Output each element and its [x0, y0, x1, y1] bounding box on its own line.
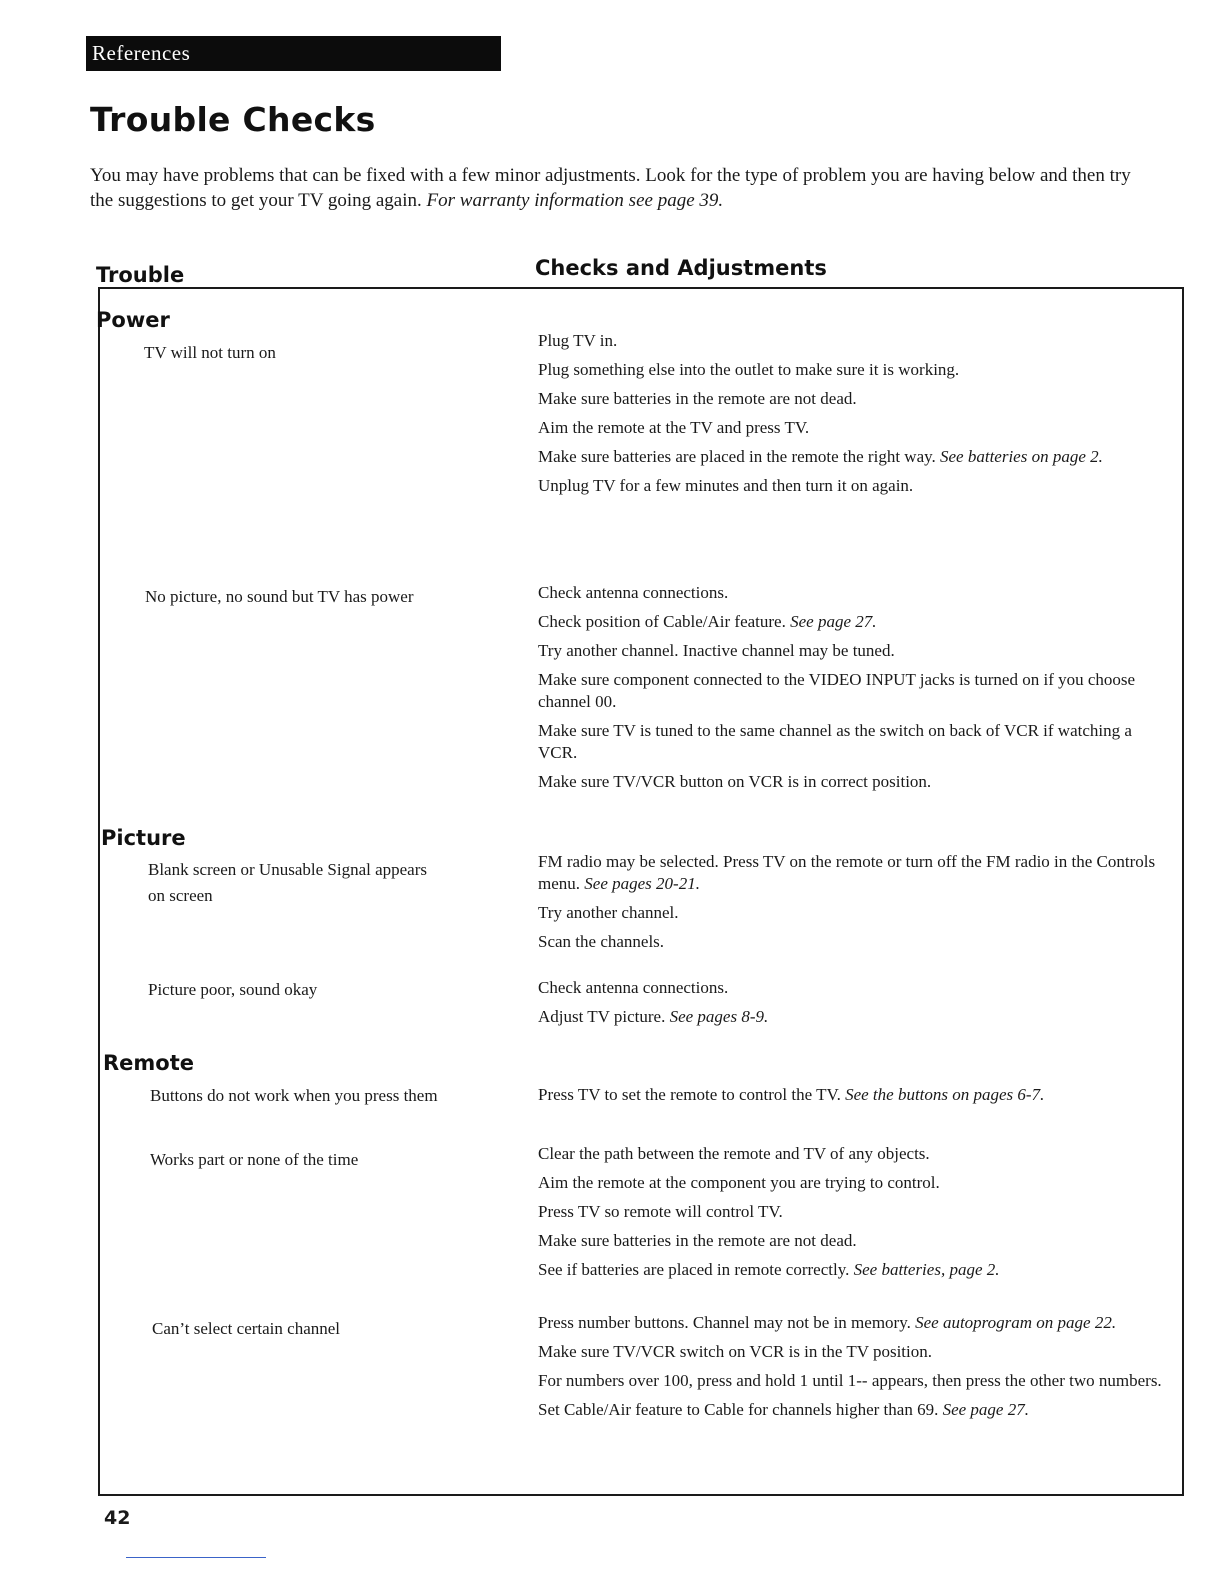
check-item: Press number buttons. Channel may not be in memory. See autoprogram on page 22.	[538, 1313, 1117, 1332]
page-title: Trouble Checks	[90, 100, 376, 139]
page-reference: See page 27.	[790, 612, 877, 631]
section-label-bar: References	[86, 36, 501, 71]
trouble-column-header: Trouble	[96, 263, 185, 287]
page-reference: See pages 8-9.	[669, 1007, 769, 1026]
check-item: Aim the remote at the component you are trying to control.	[538, 1173, 940, 1192]
check-item: Try another channel. Inactive channel may be tuned.	[538, 641, 895, 660]
page-reference: See page 27.	[942, 1400, 1029, 1419]
page-reference: See pages 20-21.	[584, 874, 700, 893]
page-reference: See autoprogram on page 22.	[915, 1313, 1117, 1332]
checks-column-header: Checks and Adjustments	[535, 256, 827, 280]
check-item: Try another channel.	[538, 903, 679, 922]
check-item: Check antenna connections.	[538, 978, 729, 997]
trouble-cant-select-channel: Can’t select certain channel	[152, 1319, 341, 1338]
check-item: Make sure batteries in the remote are not dead.	[538, 389, 857, 408]
check-item: Make sure TV is tuned to the same channel as the switch on back of VCR if watching a VCR.	[538, 721, 1132, 762]
intro-warranty-note: For warranty information see page 39.	[426, 190, 724, 211]
check-item: Adjust TV picture. See pages 8-9.	[538, 1007, 769, 1026]
checks-list	[538, 330, 1168, 504]
trouble-blank-screen: Blank screen or Unusable Signal appears on screen	[148, 860, 427, 905]
intro-paragraph	[90, 163, 1140, 213]
page-reference: See batteries, page 2.	[853, 1260, 1000, 1279]
check-item: Set Cable/Air feature to Cable for channels higher than 69. See page 27.	[538, 1400, 1029, 1419]
check-item: Scan the channels.	[538, 932, 665, 951]
trouble-buttons-do-not-work: Buttons do not work when you press them	[150, 1086, 438, 1105]
check-item: See if batteries are placed in remote correctly. See batteries, page 2.	[538, 1260, 1000, 1279]
check-item: Check antenna connections.	[538, 583, 729, 602]
check-item: Make sure TV/VCR button on VCR is in correct position.	[538, 772, 932, 791]
category-power: Power	[96, 308, 170, 332]
check-item: Plug something else into the outlet to make sure it is working.	[538, 360, 960, 379]
page-reference: See the buttons on pages 6-7.	[845, 1085, 1045, 1104]
check-item: Clear the path between the remote and TV of any objects.	[538, 1144, 930, 1163]
trouble-no-picture-no-sound: No picture, no sound but TV has power	[145, 587, 414, 606]
checks-list	[538, 1312, 1168, 1428]
check-item: Unplug TV for a few minutes and then turn it on again.	[538, 476, 914, 495]
trouble-tv-will-not-turn-on: TV will not turn on	[144, 343, 276, 362]
intro-text: You may have problems that can be fixed with a few minor adjustments. Look for the type of problem you are having below and then try the suggestions to get your TV going again.	[90, 165, 1131, 211]
page-reference: See batteries on page 2.	[940, 447, 1103, 466]
check-item: Plug TV in.	[538, 331, 618, 350]
check-item: Press TV to set the remote to control the TV. See the buttons on pages 6-7.	[538, 1085, 1045, 1104]
check-item: Aim the remote at the TV and press TV.	[538, 418, 810, 437]
check-item: Make sure TV/VCR switch on VCR is in the TV position.	[538, 1342, 933, 1361]
check-item: Make sure batteries in the remote are not dead.	[538, 1231, 857, 1250]
check-item: Check position of Cable/Air feature. See page 27.	[538, 612, 877, 631]
checks-list	[538, 582, 1168, 800]
category-picture: Picture	[101, 826, 186, 850]
trouble-picture-poor: Picture poor, sound okay	[148, 980, 318, 999]
trouble-works-part-of-time: Works part or none of the time	[150, 1150, 359, 1169]
check-item: FM radio may be selected. Press TV on the remote or turn off the FM radio in the Controls menu. See pages 20-21.	[538, 852, 1156, 893]
check-item: For numbers over 100, press and hold 1 until 1-- appears, then press the other two numbers.	[538, 1371, 1162, 1390]
checks-list	[538, 1084, 1168, 1113]
check-item: Make sure batteries are placed in the remote the right way. See batteries on page 2.	[538, 447, 1103, 466]
checks-list	[538, 1143, 1168, 1288]
footer-rule	[126, 1557, 266, 1558]
checks-list	[538, 977, 1168, 1035]
check-item: Make sure component connected to the VIDEO INPUT jacks is turned on if you choose channel 00.	[538, 670, 1136, 711]
category-remote: Remote	[103, 1051, 195, 1075]
check-item: Press TV so remote will control TV.	[538, 1202, 783, 1221]
checks-list	[538, 851, 1168, 960]
page-number: 42	[104, 1507, 131, 1529]
